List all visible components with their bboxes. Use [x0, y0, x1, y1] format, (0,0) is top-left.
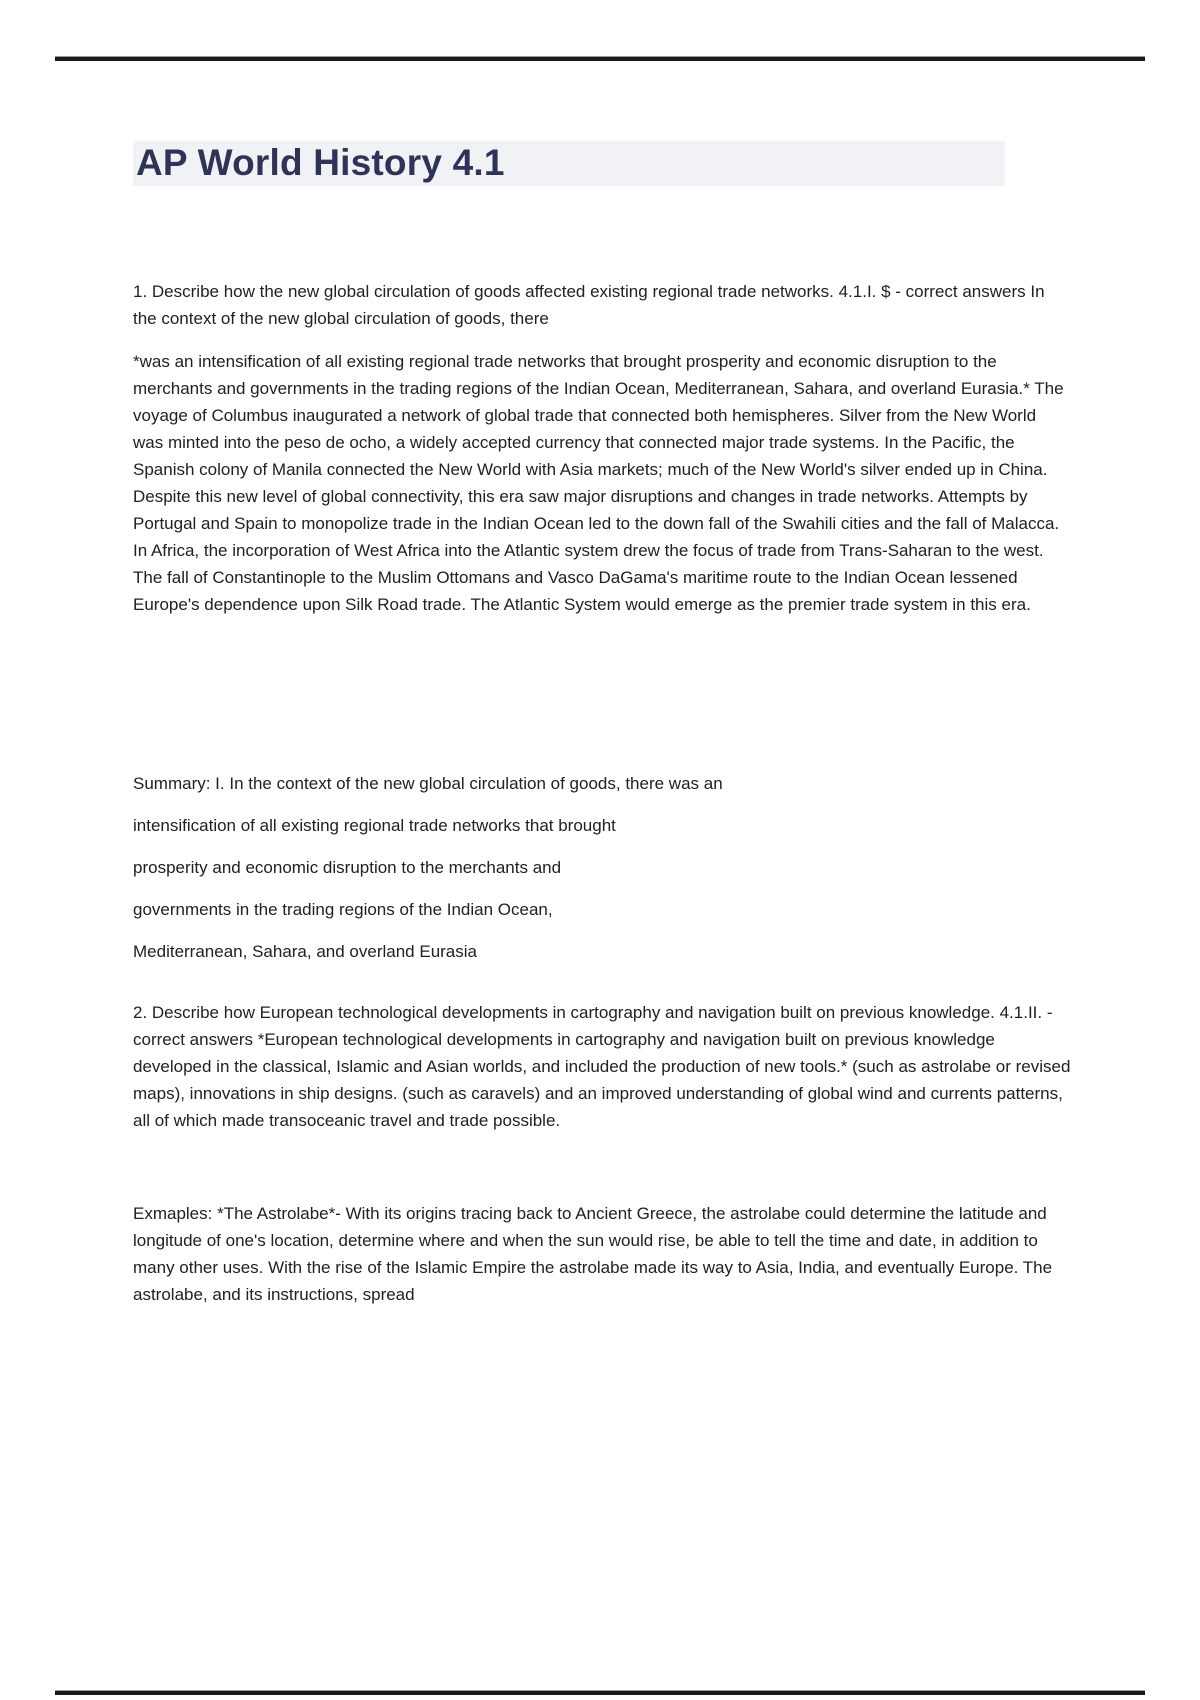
question-2-paragraph: 2. Describe how European technological developments in cartography and navigation built on previous knowledge. 4.1.II. - correct answers *European technological developments in cartography and navigation built on previous knowledge developed in the classical, Islamic and Asian worlds, and included the production of new tools.* (such as astrolabe or revised maps), innovations in ship designs. (such as caravels) and an improved understanding of global wind and currents patterns, all of which made transoceanic travel and trade possible.	[133, 1003, 1071, 1130]
answer-1-paragraph: *was an intensification of all existing regional trade networks that brought prosperity and economic disruption to the merchants and governments in the trading regions of the Indian Ocean, Mediterranean, Sahara, and overland Eurasia.* The voyage of Columbus inaugurated a network of global trade that connected both hemispheres. Silver from the New World was minted into the peso de ocho, a widely accepted currency that connected major trade systems. In the Pacific, the Spanish colony of Manila connected the New World with Asia markets; much of the New World's silver ended up in China. Despite this new level of global connectivity, this era saw major disruptions and changes in trade networks. Attempts by Portugal and Spain to monopolize trade in the Indian Ocean led to the down fall of the Swahili cities and the fall of Malacca. In Africa, the incorporation of West Africa into the Atlantic system drew the focus of trade from Trans-Saharan to the west. The fall of Constantinople to the Muslim Ottomans and Vasco DaGama's maritime route to the Indian Ocean lessened Europe's dependence upon Silk Road trade. The Atlantic System would emerge as the premier trade system in this era.	[133, 352, 1064, 614]
summary-line-1: Summary: I. In the context of the new global circulation of goods, there was an	[133, 774, 723, 793]
document-content	[133, 0, 1073, 1308]
summary-line-5: Mediterranean, Sahara, and overland Eurasia	[133, 942, 477, 961]
examples-paragraph: Exmaples: *The Astrolabe*- With its origins tracing back to Ancient Greece, the astrolabe could determine the latitude and longitude of one's location, determine where and when the sun would rise, be able to tell the time and date, in addition to many other uses. With the rise of the Islamic Empire the astrolabe made its way to Asia, India, and eventually Europe. The astrolabe, and its instructions, spread	[133, 1204, 1053, 1304]
summary-block	[133, 770, 1073, 965]
question-1-paragraph: 1. Describe how the new global circulation of goods affected existing regional trade networks. 4.1.I. $ - correct answers In the context of the new global circulation of goods, there	[133, 282, 1045, 328]
summary-line-4: governments in the trading regions of the Indian Ocean,	[133, 900, 553, 919]
summary-line-3: prosperity and economic disruption to the merchants and	[133, 858, 562, 877]
bottom-rule	[55, 1690, 1145, 1695]
page-title: AP World History 4.1	[133, 141, 1005, 186]
summary-line-2: intensification of all existing regional trade networks that brought	[133, 816, 616, 835]
